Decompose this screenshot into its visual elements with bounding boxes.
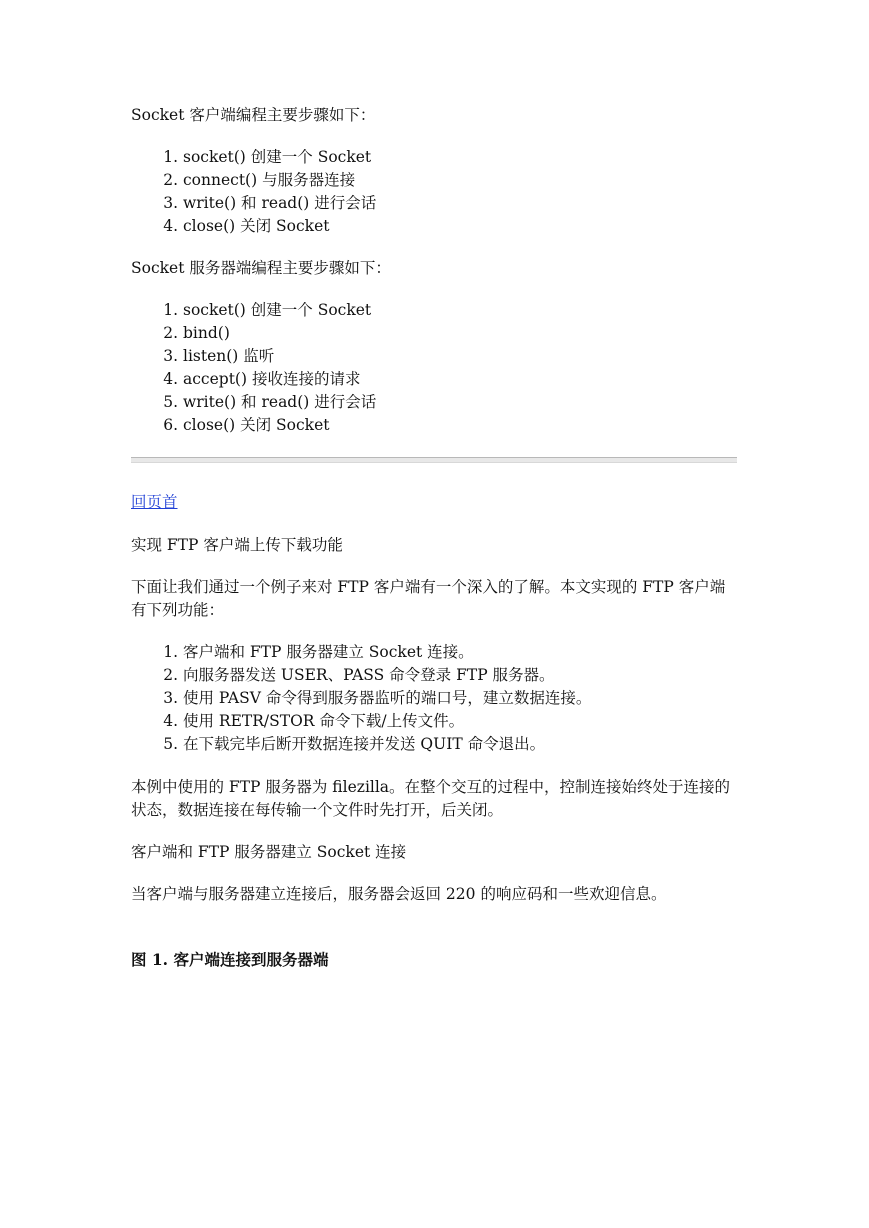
section-title: 实现 FTP 客户端上传下载功能 bbox=[131, 536, 343, 554]
client-steps-intro: Socket 客户端编程主要步骤如下： bbox=[131, 106, 376, 124]
list-item: 3. 使用 PASV 命令得到服务器监听的端口号，建立数据连接。 bbox=[183, 687, 737, 710]
list-item: 1. 客户端和 FTP 服务器建立 Socket 连接。 bbox=[183, 641, 737, 664]
server-steps-intro: Socket 服务器端编程主要步骤如下： bbox=[131, 259, 391, 277]
list-item: 4. close() 关闭 Socket bbox=[183, 215, 737, 238]
server-steps-list bbox=[131, 299, 737, 437]
list-item: 1. socket() 创建一个 Socket bbox=[183, 146, 737, 169]
document-body bbox=[131, 104, 737, 971]
back-to-top-link[interactable]: 回页首 bbox=[131, 493, 178, 511]
horizontal-divider bbox=[131, 457, 737, 463]
list-item: 4. 使用 RETR/STOR 命令下载/上传文件。 bbox=[183, 710, 737, 733]
list-item: 3. listen() 监听 bbox=[183, 345, 737, 368]
client-steps-list bbox=[131, 146, 737, 238]
list-item: 2. bind() bbox=[183, 322, 737, 345]
list-item: 2. connect() 与服务器连接 bbox=[183, 169, 737, 192]
figure-caption: 图 1. 客户端连接到服务器端 bbox=[131, 950, 329, 969]
list-item: 6. close() 关闭 Socket bbox=[183, 414, 737, 437]
list-item: 2. 向服务器发送 USER、PASS 命令登录 FTP 服务器。 bbox=[183, 664, 737, 687]
list-item: 3. write() 和 read() 进行会话 bbox=[183, 192, 737, 215]
connect-subtitle: 客户端和 FTP 服务器建立 Socket 连接 bbox=[131, 843, 407, 861]
list-item: 1. socket() 创建一个 Socket bbox=[183, 299, 737, 322]
section-description: 下面让我们通过一个例子来对 FTP 客户端有一个深入的了解。本文实现的 FTP 客户端有下列功能： bbox=[131, 578, 726, 619]
list-item: 4. accept() 接收连接的请求 bbox=[183, 368, 737, 391]
list-item: 5. write() 和 read() 进行会话 bbox=[183, 391, 737, 414]
server-paragraph: 本例中使用的 FTP 服务器为 filezilla。在整个交互的过程中，控制连接始终处于连接的状态，数据连接在每传输一个文件时先打开，后关闭。 bbox=[131, 778, 731, 819]
connect-description: 当客户端与服务器建立连接后，服务器会返回 220 的响应码和一些欢迎信息。 bbox=[131, 885, 667, 903]
features-list bbox=[131, 641, 737, 756]
list-item: 5. 在下载完毕后断开数据连接并发送 QUIT 命令退出。 bbox=[183, 733, 737, 756]
